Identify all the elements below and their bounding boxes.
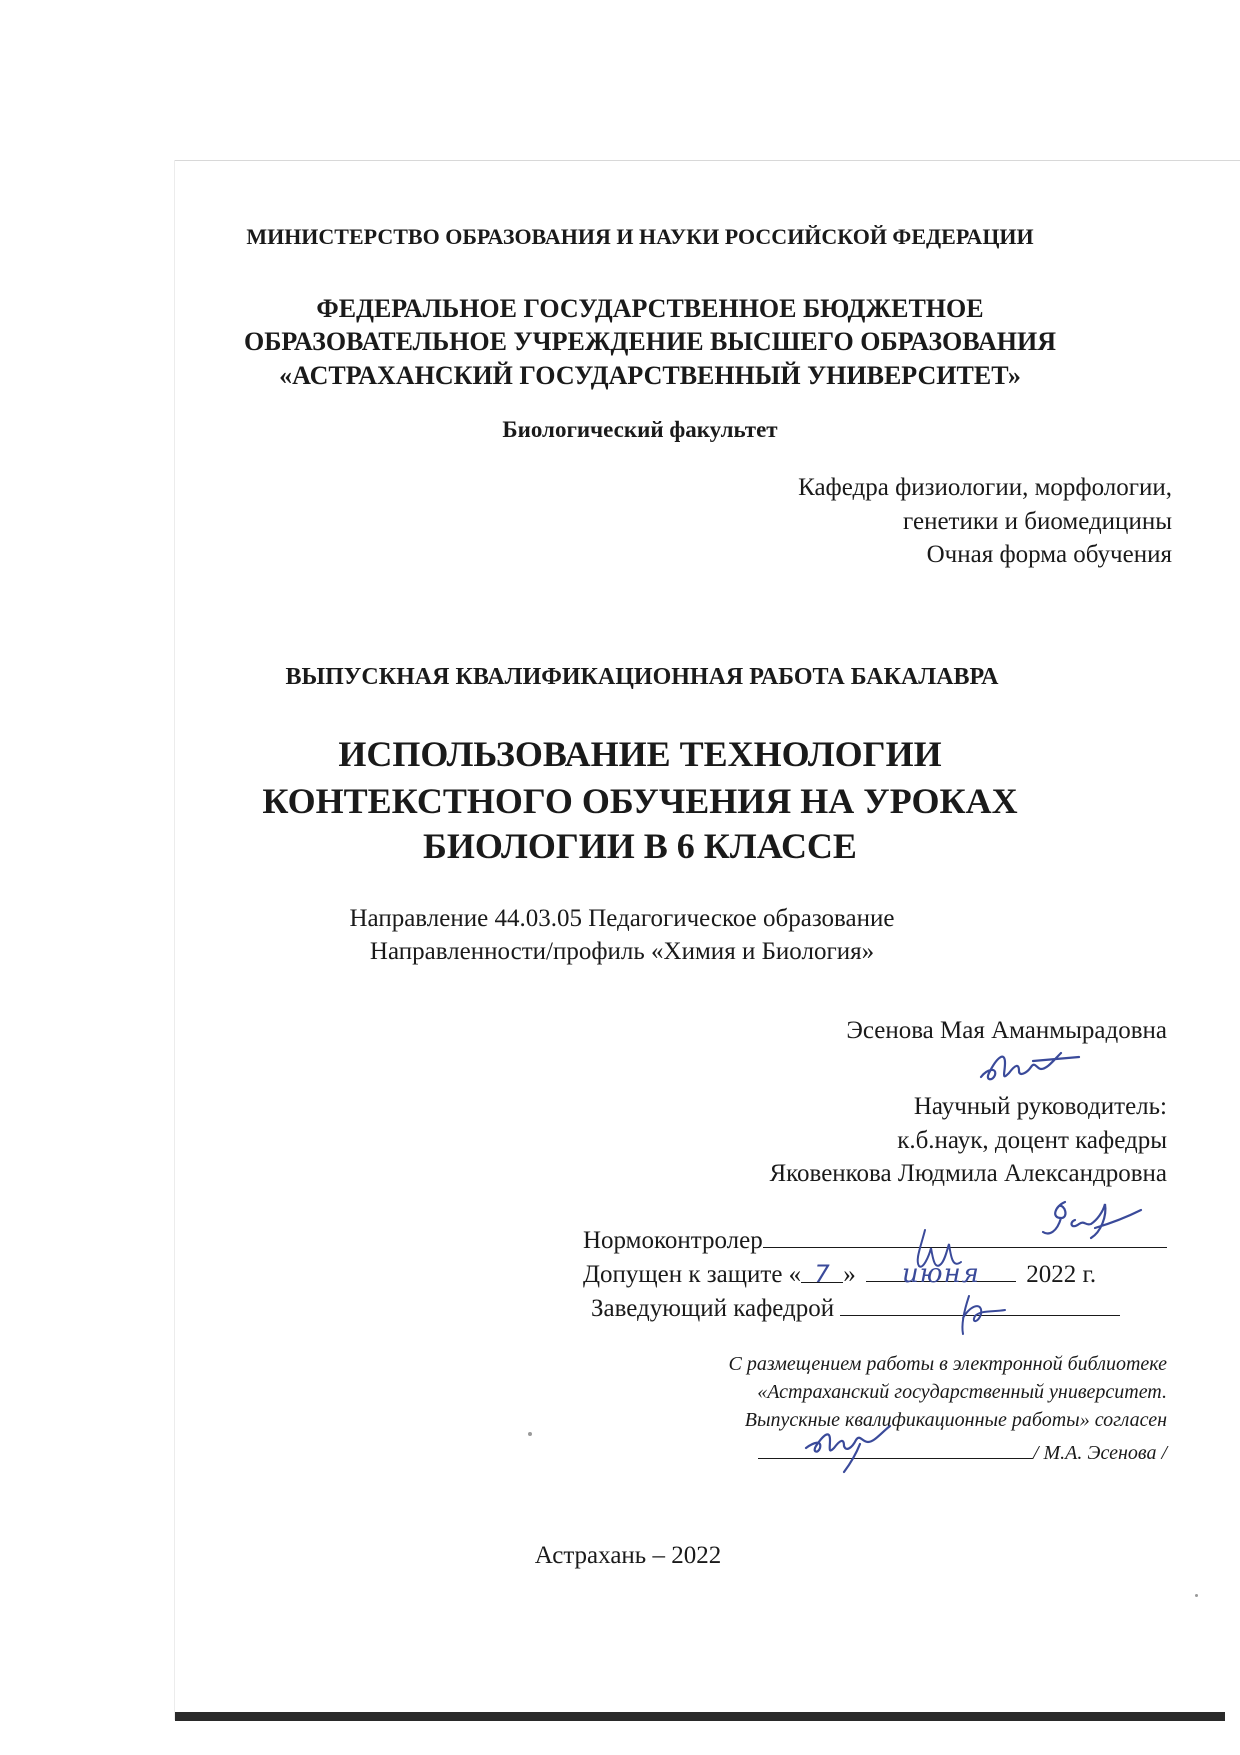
city-year: Астрахань – 2022 — [534, 1542, 722, 1569]
admitted-label: Допущен к защите « — [583, 1261, 802, 1288]
scan-edge-top — [175, 160, 1240, 161]
consent-line-3: Выпускные квалификационные работы» согласен — [744, 1409, 1167, 1431]
consent-line-2: «Астраханский государственный университет. — [757, 1381, 1167, 1403]
scan-speck — [528, 1432, 532, 1436]
scan-speck — [1195, 1594, 1198, 1597]
admitted-year: 2022 г. — [1026, 1261, 1097, 1288]
normcontrol-signature — [905, 1220, 975, 1290]
supervisor-name: Яковенкова Людмила Александровна — [769, 1160, 1167, 1187]
institution-line-2: ОБРАЗОВАТЕЛЬНОЕ УЧРЕЖДЕНИЕ ВЫСШЕГО ОБРАЗОВАНИЯ — [244, 327, 1056, 356]
theme-line-2: КОНТЕКСТНОГО ОБУЧЕНИЯ НА УРОКАХ — [262, 781, 1018, 821]
theme-line-3: БИОЛОГИИ В 6 КЛАССЕ — [423, 826, 857, 866]
normcontrol-label: Нормоконтролер — [583, 1227, 763, 1254]
supervisor-degree: к.б.наук, доцент кафедры — [897, 1127, 1167, 1154]
profile-line: Направленности/профиль «Химия и Биология» — [369, 938, 875, 965]
institution-line-3: «АСТРАХАНСКИЙ ГОСУДАРСТВЕННЫЙ УНИВЕРСИТЕТ» — [279, 361, 1021, 390]
consent-signature — [800, 1418, 910, 1474]
work-type-heading: ВЫПУСКНАЯ КВАЛИФИКАЦИОННАЯ РАБОТА БАКАЛАВРА — [285, 664, 999, 690]
faculty-name: Биологический факультет — [502, 417, 778, 442]
supervisor-signature — [1025, 1192, 1145, 1252]
study-form: Очная форма обучения — [926, 541, 1172, 568]
head-row — [583, 1293, 1168, 1325]
author-name: Эсенова Мая Аманмырадовна — [846, 1017, 1167, 1044]
admitted-day-field — [801, 1260, 843, 1288]
institution-line-1: ФЕДЕРАЛЬНОЕ ГОСУДАРСТВЕННОЕ БЮДЖЕТНОЕ — [316, 294, 984, 323]
consent-signer: / М.А. Эсенова / — [1032, 1442, 1167, 1464]
head-label: Заведующий кафедрой — [591, 1295, 835, 1322]
department-line-1: Кафедра физиологии, морфологии, — [798, 474, 1172, 501]
department-line-2: генетики и биомедицины — [903, 508, 1172, 535]
admission-row — [583, 1259, 1168, 1291]
scan-edge-bottom — [175, 1712, 1225, 1721]
head-signature — [945, 1290, 1015, 1340]
admitted-month: июня — [901, 1259, 980, 1289]
author-signature — [975, 1043, 1085, 1091]
admitted-day: 7 — [814, 1260, 830, 1288]
consent-line-1: С размещением работы в электронной библиотеке — [728, 1353, 1167, 1375]
supervisor-label: Научный руководитель: — [913, 1093, 1167, 1120]
admitted-quote: » — [843, 1261, 856, 1288]
ministry-heading: МИНИСТЕРСТВО ОБРАЗОВАНИЯ И НАУКИ РОССИЙСКОЙ ФЕДЕРАЦИИ — [246, 224, 1034, 249]
theme-line-1: ИСПОЛЬЗОВАНИЕ ТЕХНОЛОГИИ — [338, 734, 942, 774]
direction-line: Направление 44.03.05 Педагогическое образование — [349, 905, 895, 932]
